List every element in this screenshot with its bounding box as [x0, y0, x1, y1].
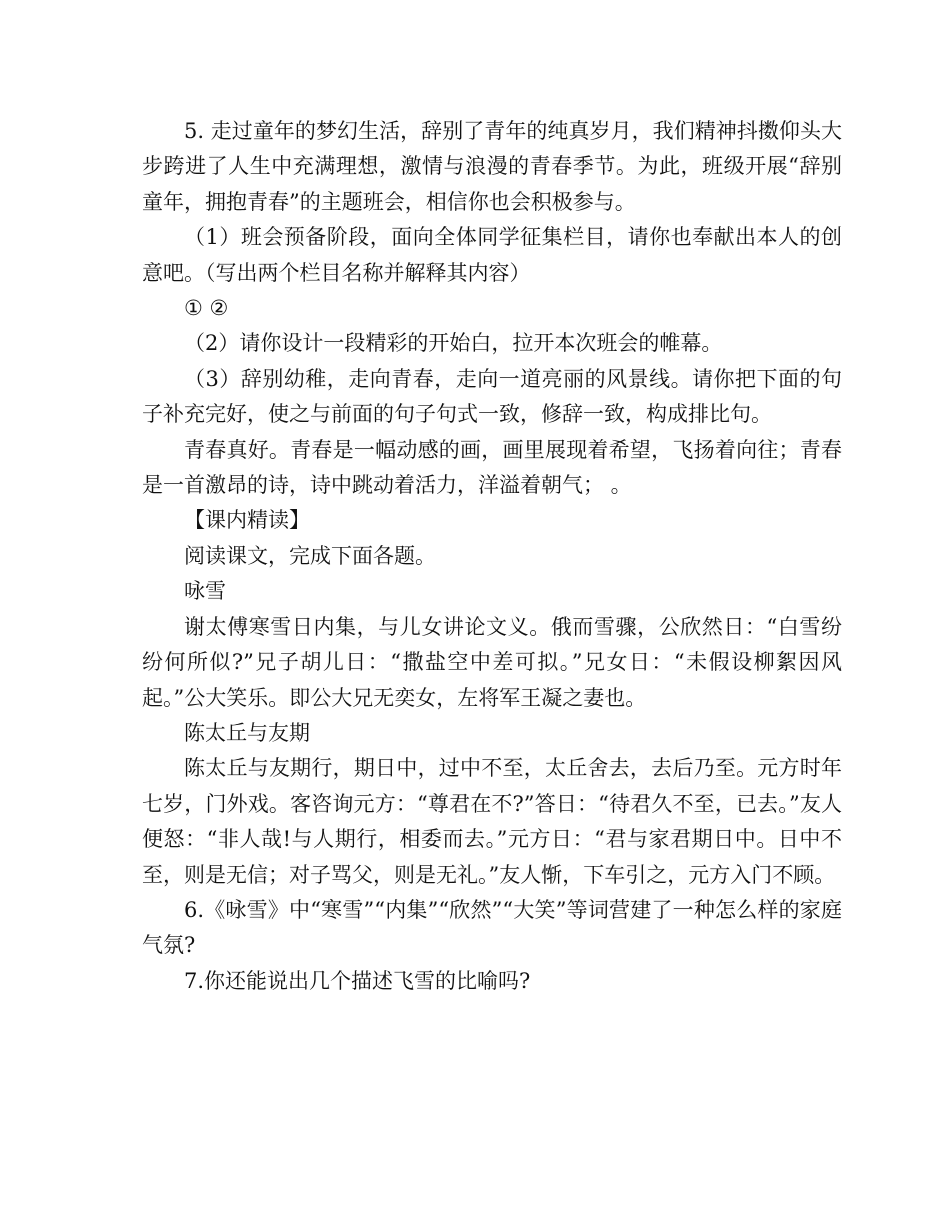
reading-instruction: 阅读课文，完成下面各题。	[184, 543, 436, 568]
answer-placeholders: ① ②	[184, 296, 229, 321]
question-7: 7.你还能说出几个描述飞雪的比喻吗?	[184, 968, 531, 993]
text-body-yongxue: 谢太傅寒雪日内集，与儿女讲论文义。俄而雪骤，公欣然日：“白雪纷纷何所似?”兄子胡儿日：“撒盐空中差可拟。”兄女日：“未假设柳絮因风起。”公大笑乐。即公大兄无奕女，左将军王凝之妻也。	[142, 614, 842, 710]
text-body-chentaiqiu: 陈太丘与友期行，期日中，过中不至，太丘舍去，去后乃至。元方时年七岁，门外戏。客咨询元方：“尊君在不?”答日：“待君久不至，已去。”友人便怒：“非人哉!与人期行，相委而去。”元方日：“君与家君期日中。日中不至，则是无信；对子骂父，则是无礼。”友人惭，下车引之，元方入门不顾。	[142, 756, 842, 887]
question-5-part-2: （2）请你设计一段精彩的开始白，拉开本次班会的帷幕。	[184, 331, 723, 356]
question-6: 6.《咏雪》中“寒雪”“内集”“欣然”“大笑”等词营建了一种怎么样的家庭气氛?	[142, 897, 842, 958]
section-heading: 【课内精读】	[184, 508, 310, 533]
text-title-yongxue: 咏雪	[184, 579, 226, 604]
question-5-intro: 5. 走过童年的梦幻生活，辞别了青年的纯真岁月，我们精神抖擞仰头大步跨进了人生中充满理想，激情与浪漫的青春季节。为此，班级开展“辞别童年，拥抱青春”的主题班会，相信你也会积极参与。	[142, 119, 842, 214]
text-title-chentaiqiu: 陈太丘与友期	[184, 720, 310, 745]
question-5-part-3: （3）辞别幼稚，走向青春，走向一道亮丽的风景线。请你把下面的句子补充完好，使之与前面的句子句式一致，修辞一致，构成排比句。	[142, 366, 842, 427]
parallelism-sentence: 青春真好。青春是一幅动感的画，画里展现着希望，飞扬着向往；青春是一首激昂的诗，诗中跳动着活力，洋溢着朝气； 。	[142, 437, 842, 498]
document-body	[142, 114, 842, 999]
question-5-part-1: （1）班会预备阶段，面向全体同学征集栏目，请你也奉献出本人的创意吧。（写出两个栏目名称并解释其内容）	[142, 225, 842, 285]
